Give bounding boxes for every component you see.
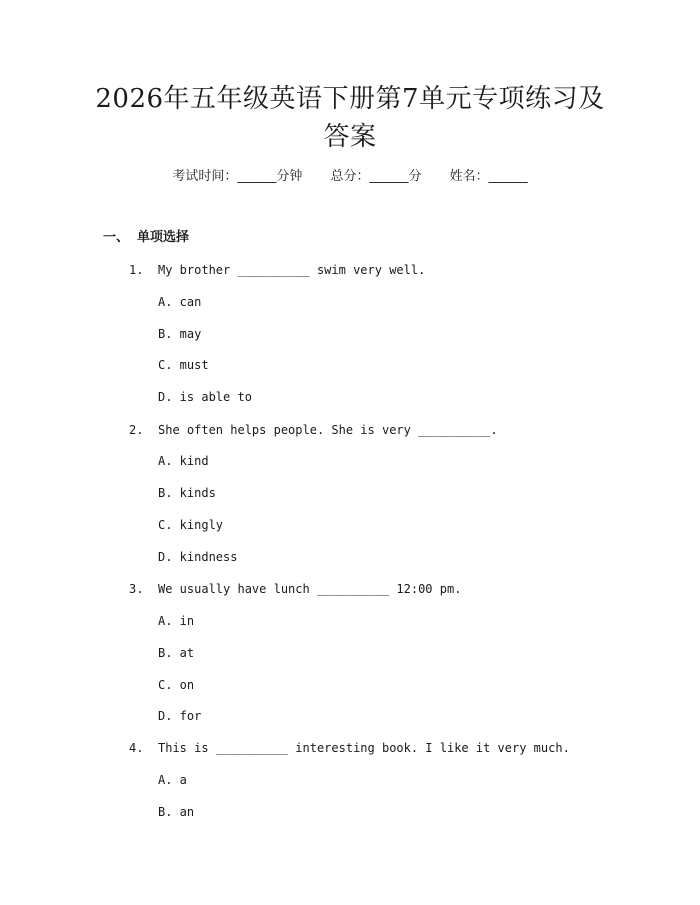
answer-option: C. must xyxy=(158,358,209,372)
answer-option: A. a xyxy=(158,773,187,787)
question-number: 2. xyxy=(129,423,144,437)
section-number: 一、 xyxy=(103,230,130,245)
answer-option: D. is able to xyxy=(158,390,252,404)
answer-option: B. an xyxy=(158,805,195,819)
exam-time-field: 考试时间：______分钟 xyxy=(172,169,303,184)
answer-option: B. at xyxy=(158,646,195,660)
answer-option: A. can xyxy=(158,295,202,309)
answer-option: C. kingly xyxy=(158,518,224,532)
exam-name-field: 姓名：______ xyxy=(449,169,528,184)
question-number: 3. xyxy=(129,582,144,596)
answer-option: D. kindness xyxy=(158,550,238,564)
section-title: 单项选择 xyxy=(137,230,190,245)
question-number: 1. xyxy=(129,263,144,277)
exam-score-field: 总分：______分 xyxy=(330,169,422,184)
answer-option: B. kinds xyxy=(158,486,216,500)
document-title xyxy=(90,80,610,156)
answer-option: A. in xyxy=(158,614,195,628)
title-line-1: 2026年五年级英语下册第7单元专项练习及 xyxy=(95,84,605,114)
question-text: She often helps people. She is very __________. xyxy=(158,423,498,437)
answer-option: C. on xyxy=(158,678,195,692)
exam-info-row xyxy=(0,168,700,186)
title-line-2: 答案 xyxy=(323,122,377,152)
question-text: This is __________ interesting book. I like it very much. xyxy=(158,741,570,755)
question-text: We usually have lunch __________ 12:00 pm. xyxy=(158,582,462,596)
answer-option: A. kind xyxy=(158,454,209,468)
answer-option: D. for xyxy=(158,709,202,723)
question-text: My brother __________ swim very well. xyxy=(158,263,426,277)
section-heading xyxy=(103,229,189,247)
question-number: 4. xyxy=(129,741,144,755)
answer-option: B. may xyxy=(158,327,202,341)
